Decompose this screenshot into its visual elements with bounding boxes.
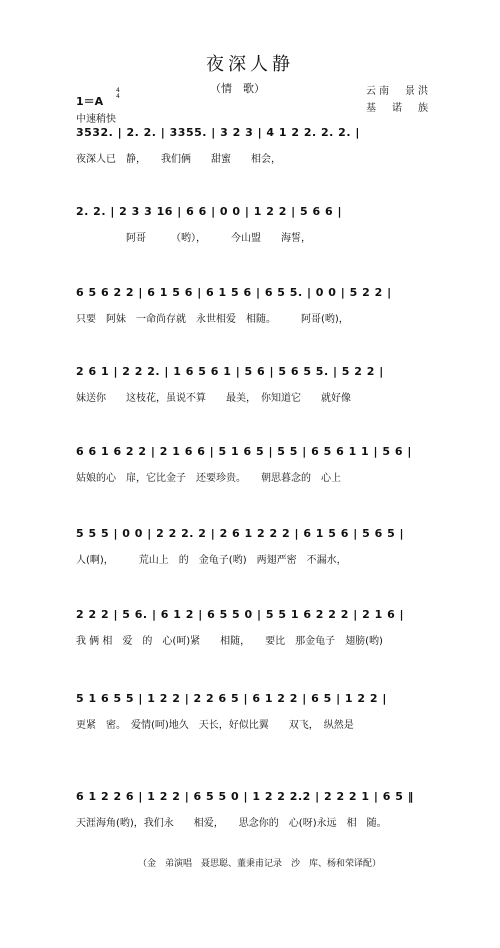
system-notes: 2 2 2 | 5 6. | 6 1 2 | 6 5 5 0 | 5 5 1 6 2 2 2 | 2 1 6 |	[76, 608, 405, 621]
system-lyrics: 阿哥 （哟）， 今山盟 海誓，	[76, 233, 311, 244]
song-origin: 云南 景洪	[366, 86, 431, 97]
song-genre: （情 歌）	[210, 82, 265, 95]
time-signature-top: 4	[116, 87, 120, 94]
time-signature	[116, 88, 120, 100]
system-notes: 2. 2. | 2 3 3 16 | 6 6 | 0 0 | 1 2 2 | 5 6 6 |	[76, 205, 342, 218]
system-lyrics: 天涯海角(哟)，我们永 相爱， 思念你的 心(呀)永远 相 随。	[76, 818, 387, 829]
song-ethnic-group: 基 诺 族	[366, 103, 431, 114]
system-notes: 5 1 6 5 5 | 1 2 2 | 2 2 6 5 | 6 1 2 2 | 6 5 | 1 2 2 |	[76, 692, 387, 705]
song-title: 夜深人静	[206, 54, 294, 75]
system-notes: 2 6 1 | 2 2 2. | 1 6 5 6 1 | 5 6 | 5 6 5 5. | 5 2 2 |	[76, 365, 384, 378]
system-notes: 6 5 6 2 2 | 6 1 5 6 | 6 1 5 6 | 6 5 5. | 0 0 | 5 2 2 |	[76, 286, 392, 299]
system-lyrics: 我 俩 相 爱 的 心(呵)紧 相随， 要比 那金龟子 翅膀(哟)	[76, 636, 383, 647]
system-notes: 6 1 2 2 6 | 1 2 2 | 6 5 5 0 | 1 2 2 2.2 | 2 2 2 1 | 6 5 ‖	[76, 790, 414, 803]
system-lyrics: 更紧 密。 爱情(呵)地久 天长，好似比翼 双飞， 纵然是	[76, 720, 354, 731]
performance-credit: （金 弟演唱 聂思聪、董秉甫记录 沙 库、杨和荣译配）	[138, 859, 382, 869]
system-notes: 3532. | 2. 2. | 3355. | 3 2 3 | 4 1 2 2. 2. 2. |	[76, 126, 360, 139]
system-lyrics: 只要 阿妹 一命尚存就 永世相爱 相随。 阿哥(哟)，	[76, 314, 349, 325]
key-signature: 1＝A	[76, 95, 104, 108]
time-signature-bottom: 4	[116, 93, 120, 100]
system-lyrics: 姑娘的心 扉，它比金子 还要珍贵。 朝思暮念的 心上	[76, 473, 341, 484]
system-lyrics: 妹送你 这枝花，虽说不算 最美， 你知道它 就好像	[76, 393, 351, 404]
system-lyrics: 夜深人已 静， 我们俩 甜蜜 相会，	[76, 154, 281, 165]
tempo-marking: 中速稍快	[76, 114, 116, 125]
system-notes: 5 5 5 | 0 0 | 2 2 2. 2 | 2 6 1 2 2 2 | 6 1 5 6 | 5 6 5 |	[76, 527, 405, 540]
system-lyrics: 人(啊)， 荒山上 的 金龟子(哟) 两翅严密 不漏水，	[76, 555, 347, 566]
system-notes: 6 6 1 6 2 2 | 2 1 6 6 | 5 1 6 5 | 5 5 | 6 5 6 1 1 | 5 6 |	[76, 445, 412, 458]
